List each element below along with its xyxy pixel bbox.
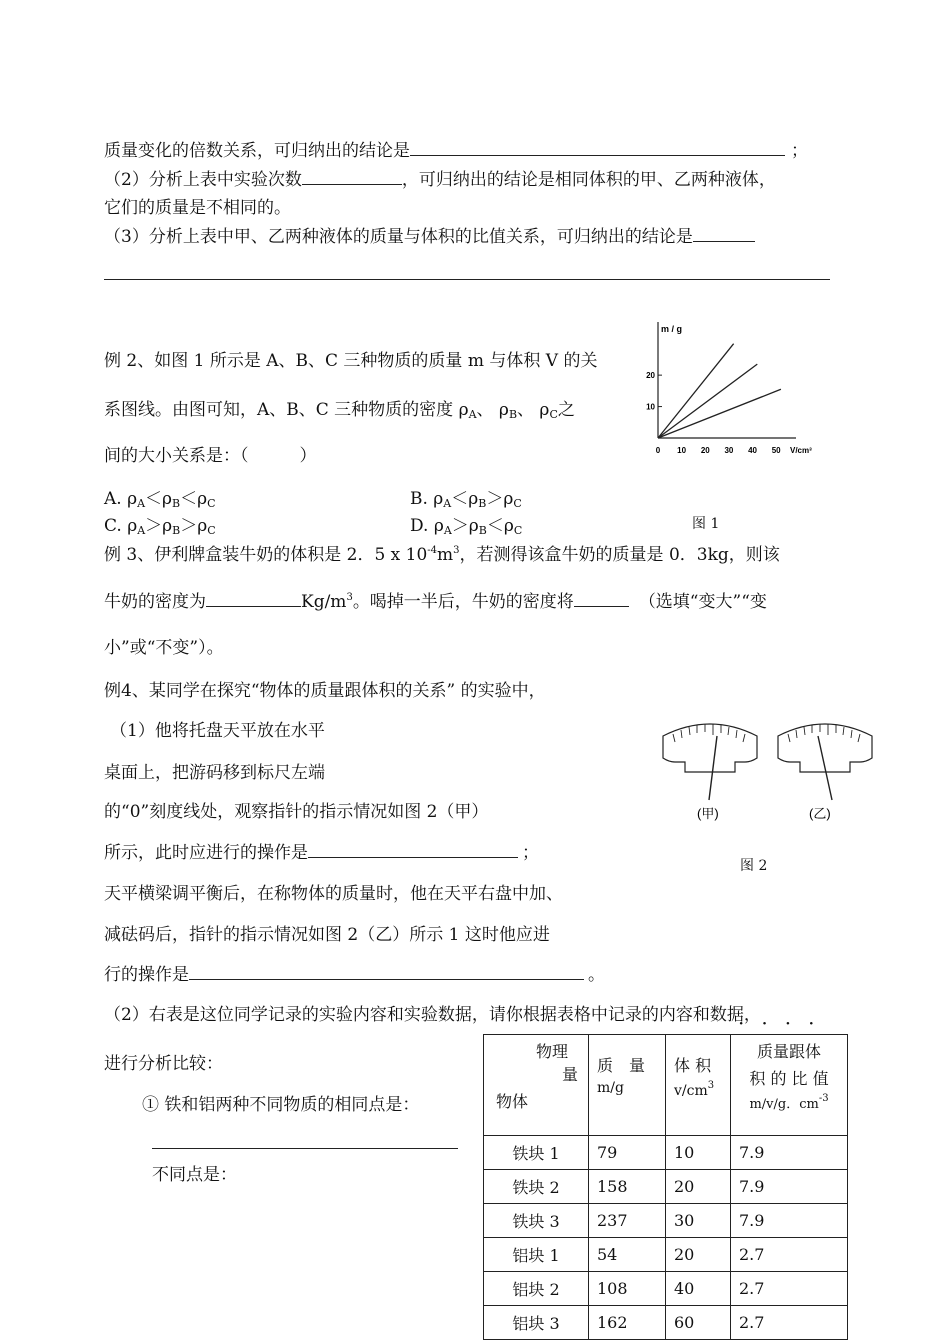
line-text: ，若测得该盒牛奶的质量是 0．3kg，则该: [459, 545, 780, 565]
line-text: m: [437, 545, 454, 565]
x-tick-label: 40: [748, 446, 757, 455]
cell-ratio: 2.7: [731, 1238, 848, 1272]
x-tick-label: 30: [724, 446, 734, 455]
option-label: A. ρ: [104, 489, 138, 509]
table-row: [484, 1204, 848, 1238]
ex4-title: 例4、某同学在探究“物体的质量跟体积的关系” 的实验中，: [104, 681, 546, 701]
line-text: 所示，此时应进行的操作是: [104, 843, 308, 863]
ex4-p5: 天平横梁调平衡后，在称物体的质量时，他在天平右盘中加、: [104, 884, 563, 904]
ex4-q2: 不同点是：: [152, 1165, 237, 1185]
cell-object: 铝块 1: [484, 1238, 589, 1272]
x-tick-label: 20: [700, 446, 710, 455]
answer-blank[interactable]: [189, 961, 584, 980]
x-tick-label: 0: [655, 446, 661, 455]
gauge-yi: [778, 724, 872, 800]
y-axis-label: m / g: [661, 324, 683, 334]
ex4-q1: ① 铁和铝两种不同物质的相同点是：: [142, 1095, 420, 1115]
header-text: 质量跟体: [756, 1042, 821, 1061]
ex4-p4: [104, 838, 539, 863]
table-row: [484, 1306, 848, 1340]
needle-jia: [709, 736, 717, 800]
cell-mass: 79: [589, 1136, 666, 1170]
line-text: 。喝掉一半后，牛奶的密度将: [352, 592, 574, 612]
table-row: [484, 1136, 848, 1170]
cell-volume: 20: [666, 1170, 731, 1204]
text-line: 它们的质量是不相同的。: [104, 198, 291, 218]
header-cell: [731, 1035, 848, 1136]
ex2-line3: 间的大小关系是：（ ）: [104, 446, 317, 466]
table-row: [484, 1272, 848, 1306]
header-text: 量: [562, 1065, 579, 1084]
ex3-line1: [104, 540, 780, 565]
emphasis-dots: ····: [738, 1011, 832, 1035]
ex4-p9: 进行分析比较：: [104, 1054, 223, 1074]
cell-volume: 40: [666, 1272, 731, 1306]
ex4-p6: 减砝码后，指针的指示情况如图 2（乙）所示 1 这时他应进: [104, 925, 550, 945]
answer-line[interactable]: [152, 1148, 458, 1149]
ex2-line2: 系图线。由图可知，A、B、C 三种物质的密度 $\rho_A$、 $\rho_B$、 $\rho_C$之: [104, 400, 575, 421]
header-text: 质 量: [597, 1056, 646, 1075]
ex4-p8: （2）右表是这位同学记录的实验内容和实验数据，请你根据表格中记录的内容和数据，: [104, 1005, 761, 1025]
cell-volume: 60: [666, 1306, 731, 1340]
cell-ratio: 2.7: [731, 1272, 848, 1306]
gauge-jia: [663, 724, 757, 800]
ex3-line3: 小”或“不变”）。: [104, 638, 224, 658]
answer-line[interactable]: [104, 279, 830, 280]
option-d[interactable]: D. $\rho_A>\rho_B<\rho_C$: [410, 516, 523, 537]
line-text: 系图线。由图可知，A、B、C 三种物质的密度 ρ: [104, 400, 469, 420]
cell-object: 铝块 2: [484, 1272, 589, 1306]
header-cell: [589, 1035, 666, 1136]
ex4-p2: 桌面上，把游码移到标尺左端: [104, 763, 325, 783]
option-c[interactable]: C. $\rho_A>\rho_B>\rho_C$: [104, 516, 216, 537]
ex4-p1: （1）他将托盘天平放在水平: [110, 721, 325, 741]
option-label: B. ρ: [410, 489, 444, 509]
header-text: 体 积: [674, 1056, 712, 1075]
line-text: 牛奶的密度为: [104, 592, 206, 612]
cell-mass: 158: [589, 1170, 666, 1204]
header-text: m/g: [597, 1080, 624, 1096]
answer-blank[interactable]: [302, 166, 402, 185]
exponent: -4: [427, 545, 438, 556]
header-text: 物理: [536, 1042, 569, 1061]
needle-yi: [818, 736, 832, 800]
answer-blank[interactable]: [308, 839, 518, 858]
table-row: [484, 1238, 848, 1272]
ex4-p7: [104, 960, 605, 985]
x-axis-label: V/cm³: [790, 446, 812, 455]
table-row: [484, 1170, 848, 1204]
header-unit: v/cm: [674, 1083, 708, 1099]
line-text: （选填“变大”“变: [638, 592, 767, 612]
cell-mass: 108: [589, 1272, 666, 1306]
punct: ；: [522, 843, 539, 863]
figure1-chart: [642, 322, 812, 457]
x-tick-label: 50: [771, 446, 781, 455]
exponent: 3: [453, 545, 460, 556]
header-unit: m/v/g．cm: [749, 1097, 819, 1112]
cell-object: 铝块 3: [484, 1306, 589, 1340]
cell-volume: 10: [666, 1136, 731, 1170]
header-cell: [666, 1035, 731, 1136]
header-text: [739, 1093, 839, 1112]
exponent: 3: [346, 592, 353, 603]
figure2-caption: 图 2: [740, 858, 768, 874]
series-line-3: [658, 389, 781, 438]
ex4-p3: 的“0”刻度线处，观察指针的指示情况如图 2（甲）: [104, 802, 489, 822]
cell-ratio: 7.9: [731, 1204, 848, 1238]
line-text: （3）分析上表中甲、乙两种液体的质量与体积的比值关系，可归纳出的结论是: [104, 227, 693, 247]
punct: ；: [791, 141, 808, 161]
label-jia: (甲): [697, 806, 719, 821]
exponent: -3: [818, 1093, 829, 1104]
y-tick-label: 20: [646, 371, 655, 381]
ex2-line1: 例 2、如图 1 所示是 A、B、C 三种物质的质量 m 与体积 V 的关: [104, 351, 598, 371]
cell-volume: 20: [666, 1238, 731, 1272]
header-text: [674, 1080, 722, 1099]
option-b[interactable]: B. $\rho_A<\rho_B>\rho_C$: [410, 489, 522, 510]
figure2-balance: [655, 718, 885, 828]
cell-object: 铁块 3: [484, 1204, 589, 1238]
data-table: [483, 1034, 848, 1340]
answer-blank[interactable]: [206, 588, 301, 607]
table-header-row: [484, 1035, 848, 1136]
cell-mass: 237: [589, 1204, 666, 1238]
punct: 。: [588, 965, 605, 985]
line-text: ，可归纳出的结论是相同体积的甲、乙两种液体，: [401, 170, 776, 190]
cell-ratio: 2.7: [731, 1306, 848, 1340]
answer-blank[interactable]: [410, 137, 785, 156]
x-tick-label: 10: [677, 446, 687, 455]
answer-blank[interactable]: [574, 588, 629, 607]
cell-object: 铁块 1: [484, 1136, 589, 1170]
header-text: 物体: [496, 1092, 529, 1111]
header-cell: [484, 1035, 589, 1136]
cell-mass: 162: [589, 1306, 666, 1340]
ex3-line2: [104, 587, 767, 612]
exponent: 3: [707, 1080, 715, 1091]
text-line: [104, 165, 776, 190]
option-a[interactable]: A. $\rho_A<\rho_B<\rho_C$: [104, 489, 216, 510]
option-label: D. ρ: [410, 516, 444, 536]
header-text: 积 的 比 值: [749, 1069, 829, 1088]
option-label: C. ρ: [104, 516, 138, 536]
cell-ratio: 7.9: [731, 1136, 848, 1170]
figure1-caption: 图 1: [692, 516, 720, 532]
text-line: [104, 136, 808, 161]
line-text: 例 3、伊利牌盒装牛奶的体积是 2．5 x 10: [104, 545, 428, 565]
line-text: 质量变化的倍数关系，可归纳出的结论是: [104, 141, 410, 161]
unit: Kg/m: [301, 592, 347, 612]
cell-ratio: 7.9: [731, 1170, 848, 1204]
y-tick-label: 10: [646, 402, 655, 412]
answer-blank[interactable]: [693, 223, 755, 242]
cell-volume: 30: [666, 1204, 731, 1238]
text-line: [104, 222, 755, 247]
cell-mass: 54: [589, 1238, 666, 1272]
label-yi: (乙): [809, 806, 831, 821]
line-text: （2）分析上表中实验次数: [104, 170, 302, 190]
line-text: 行的操作是: [104, 965, 189, 985]
cell-object: 铁块 2: [484, 1170, 589, 1204]
